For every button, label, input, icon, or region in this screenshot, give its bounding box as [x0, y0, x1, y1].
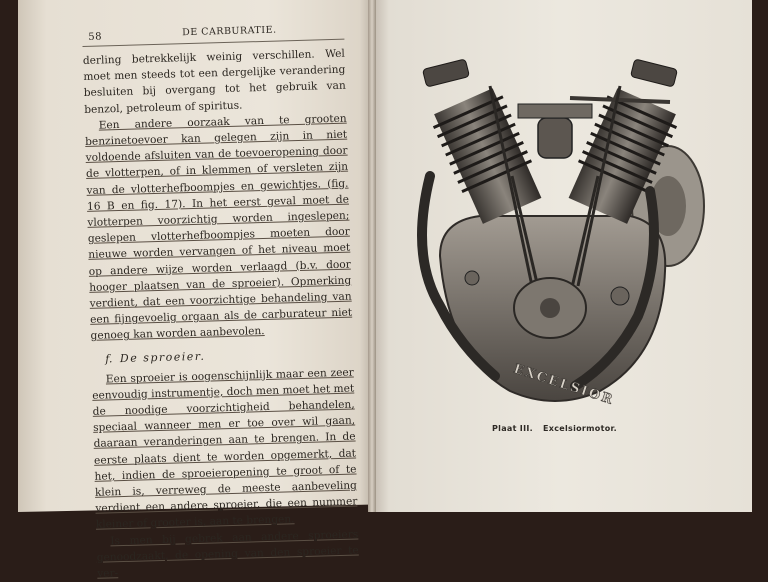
- chapter-title: DE CARBURATIE.: [182, 24, 277, 39]
- section-title: De sproeier.: [119, 349, 206, 365]
- section-heading: [105, 345, 353, 365]
- engine-drawing: [400, 56, 710, 416]
- left-page-content: [82, 21, 359, 582]
- plate-title: Excelsiormotor.: [542, 424, 617, 433]
- body-text: [83, 46, 360, 582]
- rocker-arms: [422, 59, 677, 87]
- paragraph: Een andere oorzaak van te grooten benzinetoevoer kan gelegen zijn in niet voldoende afsluiten van de toevoeropening door de vlotterpen, of in klemmen of versleten zijn van de vlotterhefboompjes en gewichtjes. (fig. 16 B en fig. 17). In het eerst geval moet de vlotterpen voorzichtig worden ingeslepen; geslepen vlotterhefboompjes moeten door nieuwe worden vervangen of het niveau moet op andere wijze worden verlaagd (b.v. door hooger plaatsen van de sproeier). Opmerking verdient, dat een voorzichtige behandeling van een fijngevoelig orgaan als de carburateur niet genoeg kan worden aanbevolen.: [85, 112, 353, 343]
- engine-illustration: [400, 56, 710, 416]
- engine-lettering: EXCELSIOR: [511, 361, 616, 409]
- plate-caption: [492, 424, 617, 433]
- paragraph: Een sproeier is oogenschijnlijk maar een zeer eenvoudig instrumentje, doch men moet het met de noodige voorzichtigheid behandelen, speciaal wanneer men er toe over wil gaan, daaraan veranderingen aan te brengen. In de eerste plaats dient te worden opgemerkt, dat het, indien de sproeieropening te groot of te klein is, verreweg de meeste aanbeveling verdient een andere sproeier, die een nummer kleiner of grooter is, aan te brengen.: [92, 366, 358, 532]
- book-gutter: [368, 0, 376, 512]
- page-number: 58: [88, 31, 103, 43]
- paragraph: Is men bij gebrek aan andere sproeiers genoodzaakt, de opening van den sproeier te ver-: [96, 528, 359, 580]
- paragraph: derling betrekkelijk weinig verschillen. Wel moet men steeds tot een dergelijke verandering besluiten bij overgang tot het gebruik van benzol, petroleum of spiritus.: [82, 47, 346, 116]
- section-letter: f.: [105, 351, 113, 366]
- plate-label: Plaat III.: [492, 424, 533, 433]
